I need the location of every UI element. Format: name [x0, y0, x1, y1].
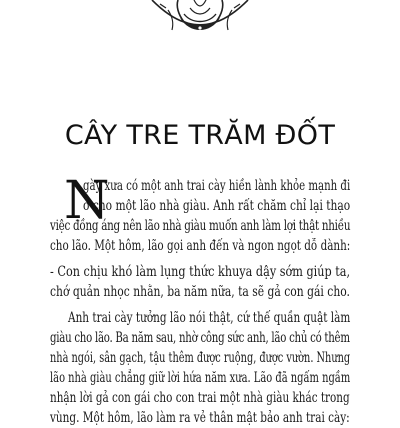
decorative-illustration: [150, 0, 250, 38]
paragraph-line: lão nhà giàu chẳng giữ lời hứa năm xưa. Lão đã ngấm ngầm: [50, 370, 351, 386]
paragraph-line: nhận lời gả con gái cho con trai một nhà giàu khác trong: [50, 390, 350, 406]
paragraph-line: giàu cho lão. Ba năm sau, nhờ công sức anh, lão chủ có thêm: [50, 330, 350, 346]
dialogue-line: - Con chịu khó làm lụng thức khuya dậy sớm giúp ta,: [50, 264, 351, 280]
paragraph-line: gày xưa có một anh trai cày hiền lành khỏe mạnh đi: [83, 178, 351, 194]
paragraph-line: nhà ngói, sân gạch, tậu thêm được ruộng, được vườn. Nhưng: [50, 350, 351, 366]
paragraph-line: Anh trai cày tưởng lão nói thật, cứ thế quần quật làm: [68, 310, 351, 326]
paragraph-line: cho lão. Một hôm, lão gọi anh đến và ngon ngọt dỗ dành:: [50, 238, 351, 254]
paragraph-line: vùng. Một hôm, lão làm ra vẻ thân mật bảo anh trai cày:: [50, 410, 350, 426]
drop-cap: N: [64, 171, 110, 231]
paragraph-line: ở cho một lão nhà giàu. Anh rất chăm chỉ lại thạo: [83, 198, 351, 214]
dialogue-line: chớ quản nhọc nhằn, ba năm nữa, ta sẽ gả con gái cho.: [50, 284, 350, 300]
paragraph-line: việc đồng áng nên lão nhà giàu muốn anh làm lợi thật nhiều: [50, 218, 351, 234]
page-title: CÂY TRE TRĂM ĐỐT: [64, 120, 336, 151]
